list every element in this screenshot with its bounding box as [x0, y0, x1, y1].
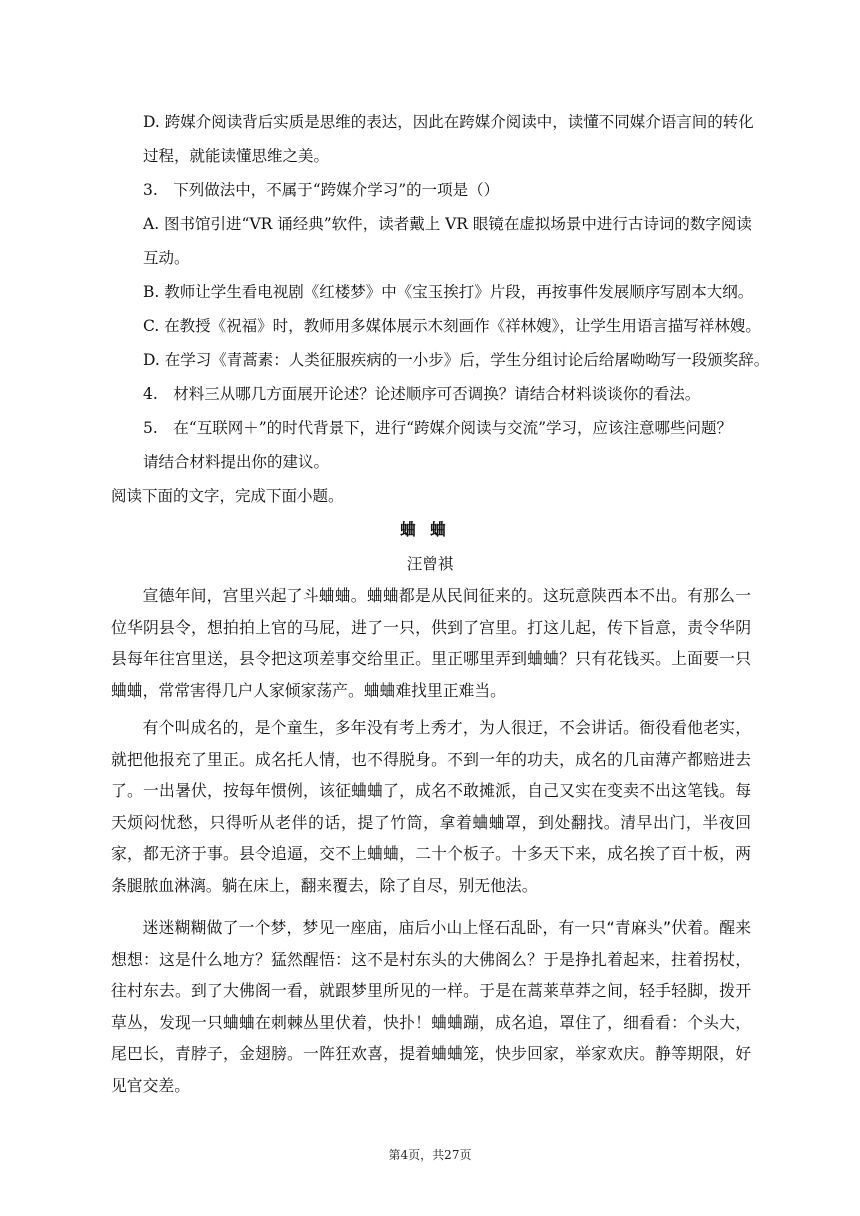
question-3-option-c: C. 在教授《祝福》时，教师用多媒体展示木刻画作《祥林嫂》，让学生用语言描写祥林嫂。: [143, 317, 761, 335]
story-paragraph-3: 迷迷糊糊做了一个梦，梦见一座庙，庙后小山上怪石乱卧，有一只“青麻头”伏着。醒来想想：这是什么地方？猛然醒悟：这不是村东头的大佛阁么？于是挣扎着起来，拄着拐杖，往村东去。到了大佛阁一看，就跟梦里所见的一样。于是在蒿莱草莽之间，轻手轻脚，拨开草丛，发现一只蛐蛐在刺棘丛里伏着，快扑！蛐蛐蹦，成名追，罩住了，细看看：个头大，尾巴长，青脖子，金翅膀。一阵狂欢喜，提着蛐蛐笼，快步回家，举家欢庆。静等期限，好见官交差。: [111, 918, 751, 1095]
page-footer: 第4页，共27页: [388, 1148, 472, 1162]
question-3: 3. 下列做法中，不属于“跨媒介学习”的一项是（）: [143, 181, 500, 199]
question-3-option-a-line-1: A. 图书馆引进“VR 诵经典”软件，读者戴上 VR 眼镜在虚拟场景中进行古诗词的数字阅读: [143, 215, 752, 233]
story-paragraph-1: 宣德年间，宫里兴起了斗蛐蛐。蛐蛐都是从民间征来的。这玩意陕西本不出。有那么一位华阴县令，想拍拍上官的马屁，进了一只，供到了宫里。打这儿起，传下旨意，责令华阴县每年往宫里送，县令把这项差事交给里正。里正哪里弄到蛐蛐？只有花钱买。上面要一只蛐蛐，常常害得几户人家倾家荡产。蛐蛐难找里正难当。: [111, 586, 751, 700]
question-4: 4. 材料三从哪几方面展开论述？论述顺序可否调换？请结合材料谈谈你的看法。: [143, 385, 701, 403]
question-3-option-b: B. 教师让学生看电视剧《红楼梦》中《宝玉挨打》片段，再按事件发展顺序写剧本大纲。: [143, 283, 754, 301]
question-3-option-d: D. 在学习《青蒿素：人类征服疾病的一小步》后，学生分组讨论后给屠呦呦写一段颁奖辞。: [143, 351, 770, 369]
story-paragraph-2: 有个叫成名的，是个童生，多年没有考上秀才，为人很迂，不会讲话。衙役看他老实，就把他报充了里正。成名托人情，也不得脱身。不到一年的功夫，成名的几亩薄产都赔进去了。一出暑伏，按每年惯例，该征蛐蛐了，成名不敢摊派，自己又实在变卖不出这笔钱。每天烦闷忧愁，只得听从老伴的话，提了竹筒，拿着蛐蛐罩，到处翻找。清早出门，半夜回家，都无济于事。县令追逼，交不上蛐蛐，二十个板子。十多天下来，成名挨了百十板，两条腿脓血淋漓。躺在床上，翻来覆去，除了自尽，别无他法。: [111, 718, 751, 895]
question-5-line-2: 请结合材料提出你的建议。: [143, 453, 330, 471]
section-intro: 阅读下面的文字，完成下面小题。: [111, 487, 344, 505]
question-3-option-a-line-2: 互动。: [143, 249, 190, 267]
option-d-line-1: D. 跨媒介阅读背后实质是思维的表达，因此在跨媒介阅读中，读懂不同媒介语言间的转化: [143, 113, 754, 131]
option-d-line-2: 过程，就能读懂思维之美。: [143, 147, 330, 165]
story-title: 蛐蛐: [399, 520, 460, 539]
story-author: 汪曾祺: [406, 555, 454, 573]
question-5-line-1: 5. 在“互联网＋”的时代背景下，进行“跨媒介阅读与交流”学习，应该注意哪些问题？: [143, 419, 732, 437]
